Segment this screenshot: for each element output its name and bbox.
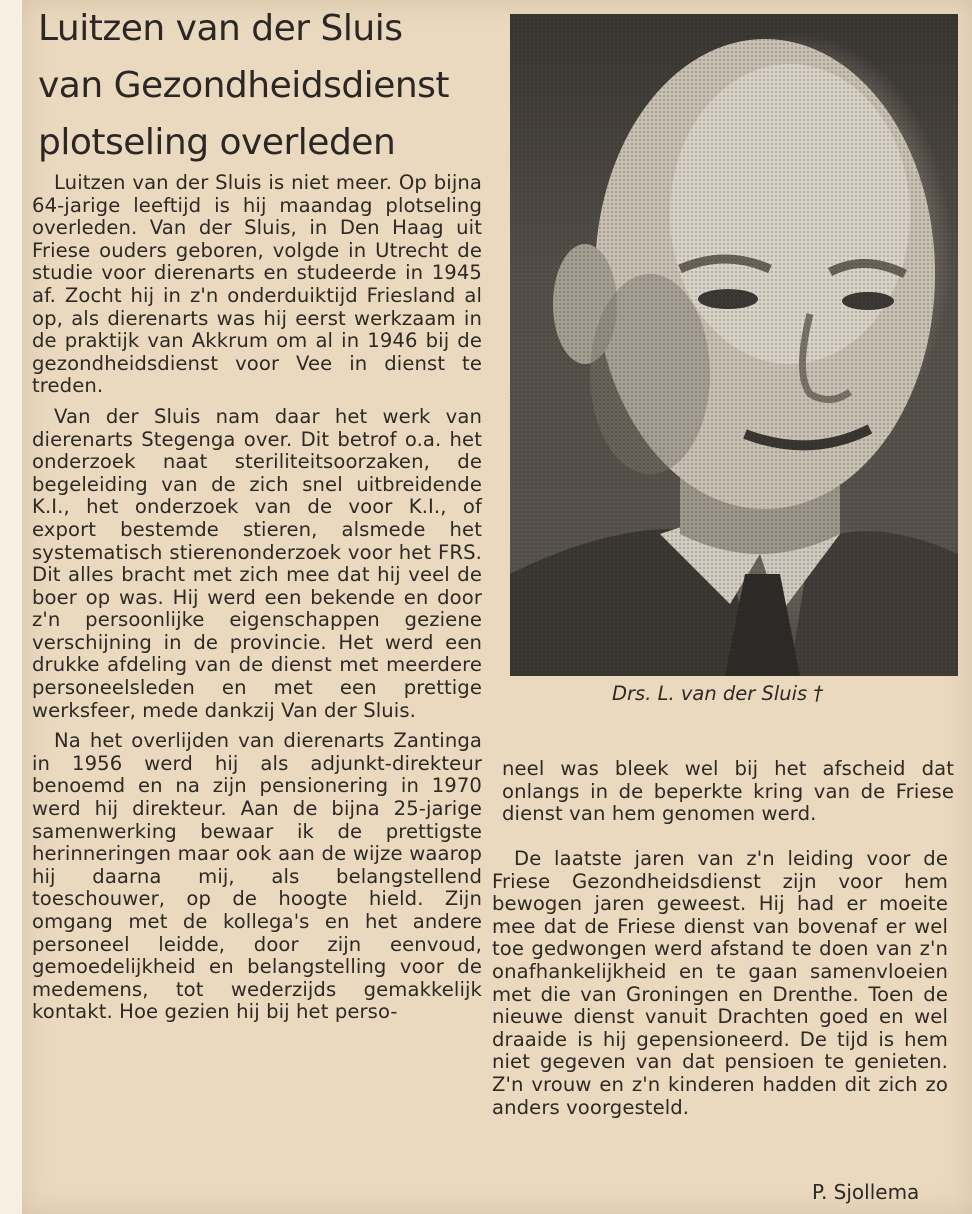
article-paragraph-3: Na het overlijden van dierenarts Zantinga in 1956 werd hij als adjunkt-direkteur benoemd en na zijn pensionering in 1970 werd hij direkteur. Aan de bijna 25-jarige samenwerking bewaar ik de prettigste herinneringen maar ook aan de wijze waarop hij daarna mij, als belangstellend toeschouwer, op de hoogte hield. Zijn omgang met de kollega's en het andere personeel leidde, door zijn eenvoud, gemoedelijkheid en belangstelling voor de medemens, tot wederzijds gemakkelijk kontakt. Hoe gezien hij bij het perso- [32, 729, 482, 1024]
headline [38, 0, 508, 171]
article-column-right-top [502, 758, 954, 834]
article-paragraph-4: De laatste jaren van z'n leiding voor de Friese Gezondheidsdienst zijn voor hem bewogen jaren geweest. Hij had er moeite mee dat de Friese dienst van bovenaf er wel toe gedwongen werd afstand te doen van z'n onafhankelijkheid en te gaan samenvloeien met die van Groningen en Drenthe. Toen de nieuwe dienst vanuit Drachten goed en wel draaide is hij gepensioneerd. De tijd is hem niet gegeven van dat pensioen te genieten. Z'n vrouw en z'n kinderen hadden dit zich zo anders voorgesteld. [492, 847, 948, 1119]
headline-line-3: plotseling overleden [38, 122, 396, 163]
article-column-left [32, 172, 482, 1032]
author-signature: P. Sjollema [812, 1180, 920, 1204]
photo-caption: Drs. L. van der Sluis † [612, 682, 824, 705]
headline-line-1: Luitzen van der Sluis [38, 8, 403, 49]
article-paragraph-1: Luitzen van der Sluis is niet meer. Op bijna 64-jarige leeftijd is hij maandag plotseling overleden. Van der Sluis, in Den Haag uit Friese ouders geboren, volgde in Utrecht de studie voor dierenarts en studeerde in 1945 af. Zocht hij in z'n onderduiktijd Friesland al op, als dierenarts was hij eerst werkzaam in de praktijk van Akkrum om al in 1946 bij de gezondheidsdienst voor Vee in dienst te treden. [32, 171, 482, 398]
portrait-illustration [510, 14, 958, 676]
article-paragraph-3-continued: neel was bleek wel bij het afscheid dat onlangs in de beperkte kring van de Friese dienst van hem genomen werd. [502, 757, 954, 826]
portrait-photo [510, 14, 958, 676]
article-column-right-bottom [492, 848, 948, 1127]
headline-line-2: van Gezondheidsdienst [38, 65, 450, 106]
article-paragraph-2: Van der Sluis nam daar het werk van dierenarts Stegenga over. Dit betrof o.a. het onderzoek naat steriliteitsoorzaken, de begeleiding van de zich snel uitbreidende K.I., het onderzoek van de voor K.I., of export bestemde stieren, alsmede het systematisch stierenonderzoek voor het FRS. Dit alles bracht met zich mee dat hij veel de boer op was. Hij werd een bekende en door z'n persoonlijke eigenschappen geziene verschijning in de provincie. Het werd een drukke afdeling van de dienst met meerdere personeelsleden en met een prettige werksfeer, mede dankzij Van der Sluis. [32, 404, 482, 722]
